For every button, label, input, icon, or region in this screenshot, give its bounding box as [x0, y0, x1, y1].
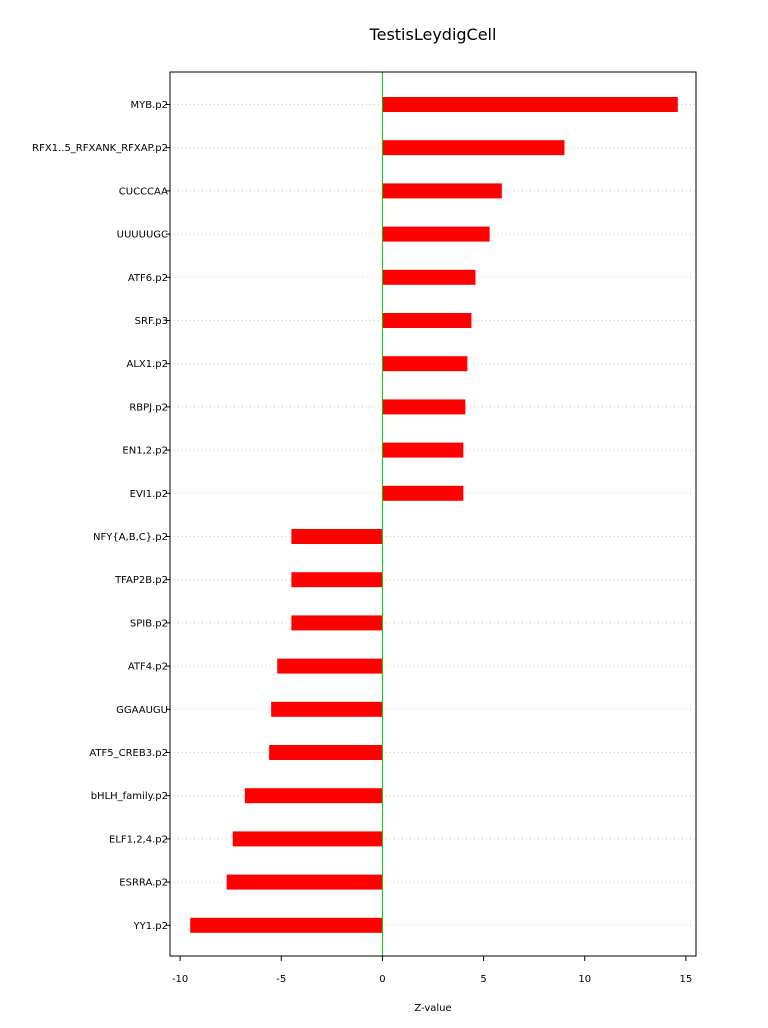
x-tick-label: -5 [276, 974, 287, 985]
category-label: TFAP2B.p2 [115, 575, 168, 587]
category-label: MYB.p2 [130, 100, 168, 111]
bar [233, 831, 383, 846]
plot-frame [170, 72, 696, 956]
category-label: ATF6.p2 [127, 272, 168, 284]
category-label: GGAAUGU [116, 704, 168, 716]
bar [245, 788, 383, 803]
category-label: UUUUUGC [116, 229, 168, 241]
x-tick-label: 5 [480, 974, 487, 985]
category-label: ATF4.p2 [127, 661, 168, 673]
bar [382, 140, 564, 155]
bar [382, 399, 465, 414]
bar [269, 745, 382, 760]
bar [291, 529, 382, 544]
bar [382, 356, 467, 371]
category-label: bHLH_family.p2 [90, 791, 168, 803]
category-label: EVI1.p2 [129, 488, 168, 500]
chart-title: TestisLeydigCell [369, 25, 497, 44]
x-axis-label: Z-value [414, 1003, 452, 1014]
category-label: SPIB.p2 [129, 618, 168, 630]
category-labels [32, 100, 170, 932]
category-label: ELF1,2,4.p2 [109, 834, 168, 846]
category-label: SRF.p3 [134, 316, 168, 327]
bar [277, 659, 382, 674]
bar [382, 97, 677, 112]
x-tick-label: 10 [578, 974, 592, 985]
x-tick-label: -10 [171, 974, 189, 985]
category-label: ALX1.p2 [126, 359, 168, 371]
x-axis [172, 956, 692, 985]
bar [190, 918, 382, 933]
category-label: YY1.p2 [133, 920, 168, 932]
category-label: EN1,2.p2 [122, 445, 168, 457]
category-label: ESRRA.p2 [119, 877, 168, 889]
category-label: CUCCCAA [118, 186, 168, 198]
bar [291, 572, 382, 587]
bar [227, 875, 383, 890]
bar [382, 486, 463, 501]
bar [382, 313, 471, 328]
category-label: ATF5_CREB3.p2 [89, 748, 168, 759]
bar [382, 443, 463, 458]
bar [382, 183, 501, 198]
bar [271, 702, 382, 717]
x-tick-label: 15 [679, 974, 693, 985]
category-label: RBPJ.p2 [129, 402, 168, 414]
bar [291, 615, 382, 630]
bars [190, 97, 678, 933]
bar [382, 227, 489, 242]
x-tick-label: 0 [379, 974, 386, 985]
category-label: RFX1..5_RFXANK_RFXAP.p2 [32, 143, 168, 155]
category-label: NFY{A,B,C}.p2 [93, 532, 168, 543]
bar [382, 270, 475, 285]
